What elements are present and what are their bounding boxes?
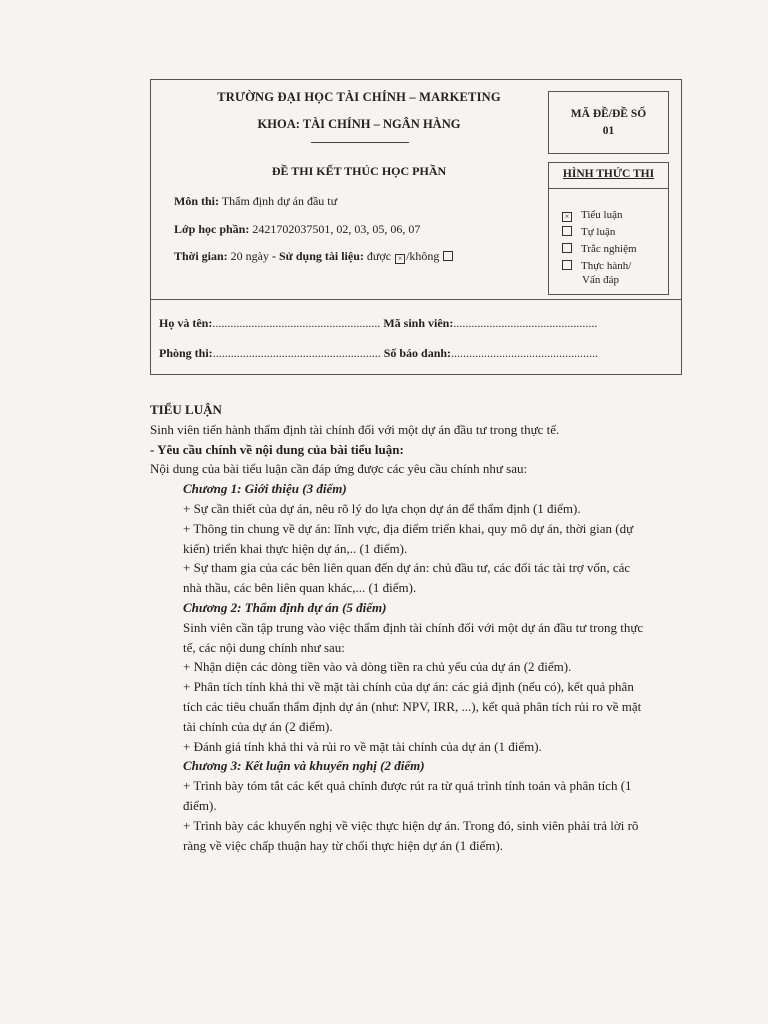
exam-form-divider — [549, 188, 668, 189]
seat-field[interactable]: ................................................. — [451, 346, 599, 360]
materials-yes: được — [366, 249, 392, 263]
chapter-2-line: tế, các nội dung chính như sau: — [183, 639, 345, 655]
time-label: Thời gian: — [174, 249, 228, 263]
requirement-intro: Nội dung của bài tiểu luận cần đáp ứng được các yêu cầu chính như sau: — [150, 461, 528, 477]
chapter-2-line: tài chính của dự án (2 điểm). — [183, 718, 333, 734]
class-value: 2421702037501, 02, 03, 05, 06, 07 — [252, 222, 421, 236]
time-value: 20 ngày — [230, 249, 269, 263]
seat-label: Số báo danh: — [383, 346, 452, 360]
faculty-name: KHOA: TÀI CHÍNH – NGÂN HÀNG — [257, 117, 461, 131]
form-option-label: Trắc nghiệm — [581, 243, 637, 255]
class-label: Lớp học phần: — [174, 222, 250, 236]
chapter-2-title: Chương 2: Thẩm định dự án (5 điểm) — [183, 599, 387, 615]
subject-row — [174, 194, 337, 209]
chapter-1-line: kiến) triển khai thực hiện dự án,.. (1 điểm). — [183, 540, 408, 556]
student-id-field[interactable]: ................................................ — [453, 316, 598, 330]
class-row — [174, 222, 420, 237]
requirement-heading: - Yêu cầu chính về nội dung của bài tiểu luận: — [150, 441, 404, 457]
chapter-2-line: + Phân tích tính khả thi về mặt tài chính của dự án: các giả định (nếu có), kết quả phân — [183, 679, 634, 695]
exam-form-box — [548, 162, 669, 295]
student-name-row — [159, 316, 597, 331]
subject-label: Môn thi: — [174, 194, 219, 208]
chapter-1-line: + Sự tham gia của các bên liên quan đến dự án: chủ đầu tư, các đối tác tài trợ vốn, các — [183, 560, 631, 576]
chapter-1-title: Chương 1: Giới thiệu (3 điểm) — [183, 481, 347, 497]
chapter-3-line: + Trình bày tóm tắt các kết quả chính được rút ra từ quá trình tính toán và phân tích (1 — [183, 778, 632, 794]
exam-header-box — [150, 79, 682, 375]
chapter-3-title: Chương 3: Kết luận và khuyến nghị (2 điểm) — [183, 758, 425, 774]
room-field[interactable]: ........................................................ — [212, 346, 381, 360]
chapter-1-line: nhà thầu, các bên liên quan khác,... (1 điểm). — [183, 580, 417, 596]
form-option-checkbox[interactable] — [562, 226, 572, 236]
chapter-3-line: ràng về việc chấp thuận hay từ chối thực hiện dự án (1 điểm). — [183, 837, 504, 853]
materials-no: /không — [406, 249, 440, 263]
materials-separator: - — [269, 249, 279, 263]
form-option-checkbox[interactable] — [562, 243, 572, 253]
chapter-2-line: Sinh viên cần tập trung vào việc thẩm định tài chính đối với một dự án đầu tư trong thực — [183, 619, 644, 635]
intro-text: Sinh viên tiến hành thẩm định tài chính đối với một dự án đầu tư trong thực tế. — [150, 421, 560, 437]
essay-instructions — [150, 400, 690, 855]
university-name: TRƯỜNG ĐẠI HỌC TÀI CHÍNH – MARKETING — [217, 90, 501, 104]
time-row — [174, 249, 454, 264]
student-name-field[interactable]: ........................................................ — [212, 316, 381, 330]
exam-title: ĐỀ THI KẾT THÚC HỌC PHẦN — [271, 164, 447, 178]
exam-form-title: HÌNH THỨC THI — [562, 168, 655, 180]
exam-code-value: 01 — [602, 125, 615, 137]
chapter-2-line: + Đánh giá tính khả thi và rủi ro về mặt tài chính của dự án (1 điểm). — [183, 738, 542, 754]
form-option-label: Tiểu luận — [581, 209, 623, 221]
section-title: TIỂU LUẬN — [150, 402, 222, 417]
form-option-checkbox[interactable]: × — [562, 212, 572, 222]
form-option-essay[interactable] — [561, 209, 622, 222]
materials-no-checkbox[interactable] — [443, 251, 453, 261]
student-name-label: Họ và tên: — [159, 316, 213, 330]
chapter-3-line: + Trình bày các khuyến nghị về việc thực hiện dự án. Trong đó, sinh viên phải trả lời rõ — [183, 817, 639, 833]
student-id-label: Mã sinh viên: — [383, 316, 454, 330]
room-label: Phòng thi: — [159, 346, 213, 360]
form-option-multiple-choice[interactable] — [561, 243, 637, 256]
chapter-3-line: điểm). — [183, 797, 217, 813]
form-option-written[interactable] — [561, 226, 615, 239]
chapter-2-line: + Nhận diện các dòng tiền vào và dòng tiền ra chủ yếu của dự án (2 điểm). — [183, 659, 572, 675]
form-option-practical[interactable] — [561, 260, 631, 273]
exam-code-box — [548, 91, 669, 154]
header-divider — [151, 299, 681, 300]
form-option-oral: Vấn đáp — [582, 274, 619, 286]
subject-value: Thẩm định dự án đầu tư — [221, 194, 338, 208]
form-option-label: Tự luận — [581, 226, 616, 238]
materials-yes-checkbox[interactable]: × — [395, 254, 405, 264]
room-row — [159, 346, 598, 361]
form-option-checkbox[interactable] — [562, 260, 572, 270]
chapter-1-line: + Sự cần thiết của dự án, nêu rõ lý do lựa chọn dự án để thẩm định (1 điểm). — [183, 500, 581, 516]
faculty-underline — [311, 142, 409, 143]
chapter-1-line: + Thông tin chung về dự án: lĩnh vực, địa điểm triển khai, quy mô dự án, thời gian (dự — [183, 520, 634, 536]
form-option-label: Thực hành/ — [581, 260, 632, 272]
chapter-2-line: tích các tiêu chuẩn thẩm định dự án (như: NPV, IRR, ...), kết quả phân tích rủi ro về mặt — [183, 698, 642, 714]
exam-code-label: MÃ ĐỀ/ĐỀ SỐ — [570, 108, 647, 120]
materials-label: Sử dụng tài liệu: — [279, 249, 364, 263]
